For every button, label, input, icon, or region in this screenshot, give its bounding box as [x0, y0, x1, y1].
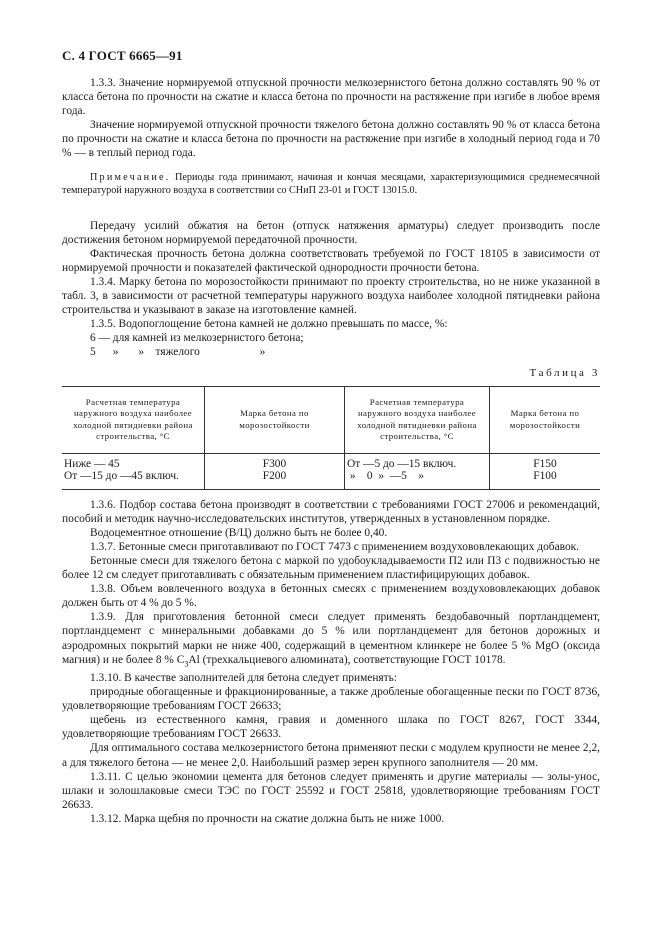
table-header-temperature-2: Расчетная температура наружного воздуха наиболее холодной пятидневки района строительства, °С [345, 386, 490, 453]
paragraph-sand-fineness: Для оптимального состава мелкозернистого бетона применяют пески с модулем крупности не менее 2,2, а для тяжелого бетона — не менее 2,0. Наибольший размер зерен крупного заполнителя — 20 мм. [62, 742, 600, 769]
subscript: 3 [184, 658, 189, 668]
paragraph-text: 1.3.9. Для приготовления бетонной смеси следует применять бездобавочный портландцемент, портландцемент с минеральными добавками до 5 % или портландцемент для бетонов дорожных и аэродромных покрытий марки не ниже 400, содержащий в цементном клинкере не более 5 % MgO (оксида магния) и не более 8 % C [62, 611, 600, 666]
paragraph-crushed-stone: щебень из естественного камня, гравия и доменного шлака по ГОСТ 8267, ГОСТ 3344, удовлетворяющие требованиям ГОСТ 26633. [62, 714, 600, 741]
paragraph-1-3-8: 1.3.8. Объем вовлеченного воздуха в бетонных смесях с применением воздухововлекающих добавок должен быть от 4 % до 5 %. [62, 583, 600, 610]
table-cell-text: F150 [533, 457, 557, 470]
table-3 [62, 386, 600, 490]
note [62, 171, 600, 197]
list-item-fine-concrete: 6 — для камней из мелкозернистого бетона; [90, 332, 304, 345]
table-cell-temperature-2 [345, 453, 490, 489]
table-cell-text: F100 [533, 470, 557, 483]
paragraph-1-3-3: 1.3.3. Значение нормируемой отпускной прочности мелкозернистого бетона должно составлять 90 % от класса бетона по прочности на сжатие и класса бетона по прочности на растяжение при изгибе в любое время года. [62, 77, 600, 118]
table-header-frost-grade-1: Марка бетона по морозостойкости [205, 386, 345, 453]
table-cell-text: Ниже — 45 [64, 457, 120, 470]
list-item-heavy-concrete: 5 » » тяжелого » [90, 346, 266, 359]
table-cell-text: F300 [262, 457, 287, 470]
paragraph-1-3-4: 1.3.4. Марку бетона по морозостойкости принимают по проекту строительства, но не ниже указанной в табл. 3, в зависимости от расчетной температуры наружного воздуха наиболее холодной пятидневки района строительства и указывают в заказе на изготовление камней. [62, 275, 600, 317]
note-text: Периоды года принимают, начиная и кончая месяцами, характеризующимися среднемесячной температурой наружного воздуха в соответствии со СНиП 23-01 и ГОСТ 13015.0. [62, 171, 600, 196]
table-cell-text: От —15 до —45 включ. [64, 470, 179, 483]
paragraph-1-3-11: 1.3.11. С целью экономии цемента для бетонов следует применять и другие материалы — золы-унос, шлаки и золошлаковые смеси ТЭС по ГОСТ 25592 и ГОСТ 25818, удовлетворяющие требованиям ГОСТ 26633. [62, 770, 600, 811]
table-cell-text: » 0 » —5 » [347, 470, 424, 483]
paragraph-actual-strength: Фактическая прочность бетона должна соответствовать требуемой по ГОСТ 18105 в зависимости от нормируемой прочности и показателей фактической однородности прочности бетона. [62, 247, 600, 274]
page-header: С. 4 ГОСТ 6665—91 [62, 48, 183, 63]
paragraph-1-3-6: 1.3.6. Подбор состава бетона производят в соответствии с требованиями ГОСТ 27006 и рекомендаций, пособий и методик научно-исследовательских институтов, утвержденных в установленном порядке. [62, 498, 600, 525]
note-label: Примечание. [90, 171, 171, 183]
table-row [62, 453, 600, 489]
paragraph-text: Al (трехкальциевого алюмината), соответствующие ГОСТ 10178. [188, 653, 506, 666]
table-header-frost-grade-2: Марка бетона по морозостойкости [490, 386, 601, 453]
table-header-temperature-1: Расчетная температура наружного воздуха наиболее холодной пятидневки района строительства, °С [62, 386, 205, 453]
table-cell-frost-grade-1 [205, 453, 345, 489]
paragraph-heavy-concrete-strength: Значение нормируемой отпускной прочности тяжелого бетона должно составлять 90 % от класса бетона по прочности на сжатие и класса бетона по прочности на растяжение при изгибе в холодный период года и 70 % — в теплый период года. [62, 119, 600, 160]
paragraph-1-3-9 [62, 610, 600, 671]
paragraph-1-3-5: 1.3.5. Водопоглощение бетона камней не должно превышать по массе, %: [90, 318, 448, 331]
table-cell-frost-grade-2 [490, 453, 601, 489]
paragraph-natural-sands: природные обогащенные и фракционированные, а также дробленые обогащенные пески по ГОСТ 8736, удовлетворяющие требованиям ГОСТ 26633; [62, 686, 600, 713]
paragraph-water-cement-ratio: Водоцементное отношение (В/Ц) должно быть не более 0,40. [90, 526, 388, 539]
paragraph-1-3-12: 1.3.12. Марка щебня по прочности на сжатие должна быть не ниже 1000. [90, 812, 445, 825]
document-body [62, 76, 600, 826]
paragraph-force-transfer: Передачу усилий обжатия на бетон (отпуск натяжения арматуры) следует производить после достижения бетоном нормируемой передаточной прочности. [62, 219, 600, 246]
table-cell-temperature-1 [62, 453, 205, 489]
table-cell-text: F200 [262, 470, 287, 483]
paragraph-1-3-7: 1.3.7. Бетонные смеси приготавливают по ГОСТ 7473 с применением воздухововлекающих добавок. [90, 540, 580, 553]
paragraph-1-3-10: 1.3.10. В качестве заполнителей для бетона следует применять: [90, 672, 398, 684]
table-header-row [62, 386, 600, 453]
table-caption: Таблица 3 [529, 366, 600, 379]
table-cell-text: От —5 до —15 включ. [347, 457, 457, 470]
paragraph-heavy-concrete-mixes: Бетонные смеси для тяжелого бетона с маркой по удобоукладываемости П2 или П3 с подвижностью не более 12 см следует приготавливать с обязательным применением пластифицирующих добавок. [62, 554, 600, 582]
